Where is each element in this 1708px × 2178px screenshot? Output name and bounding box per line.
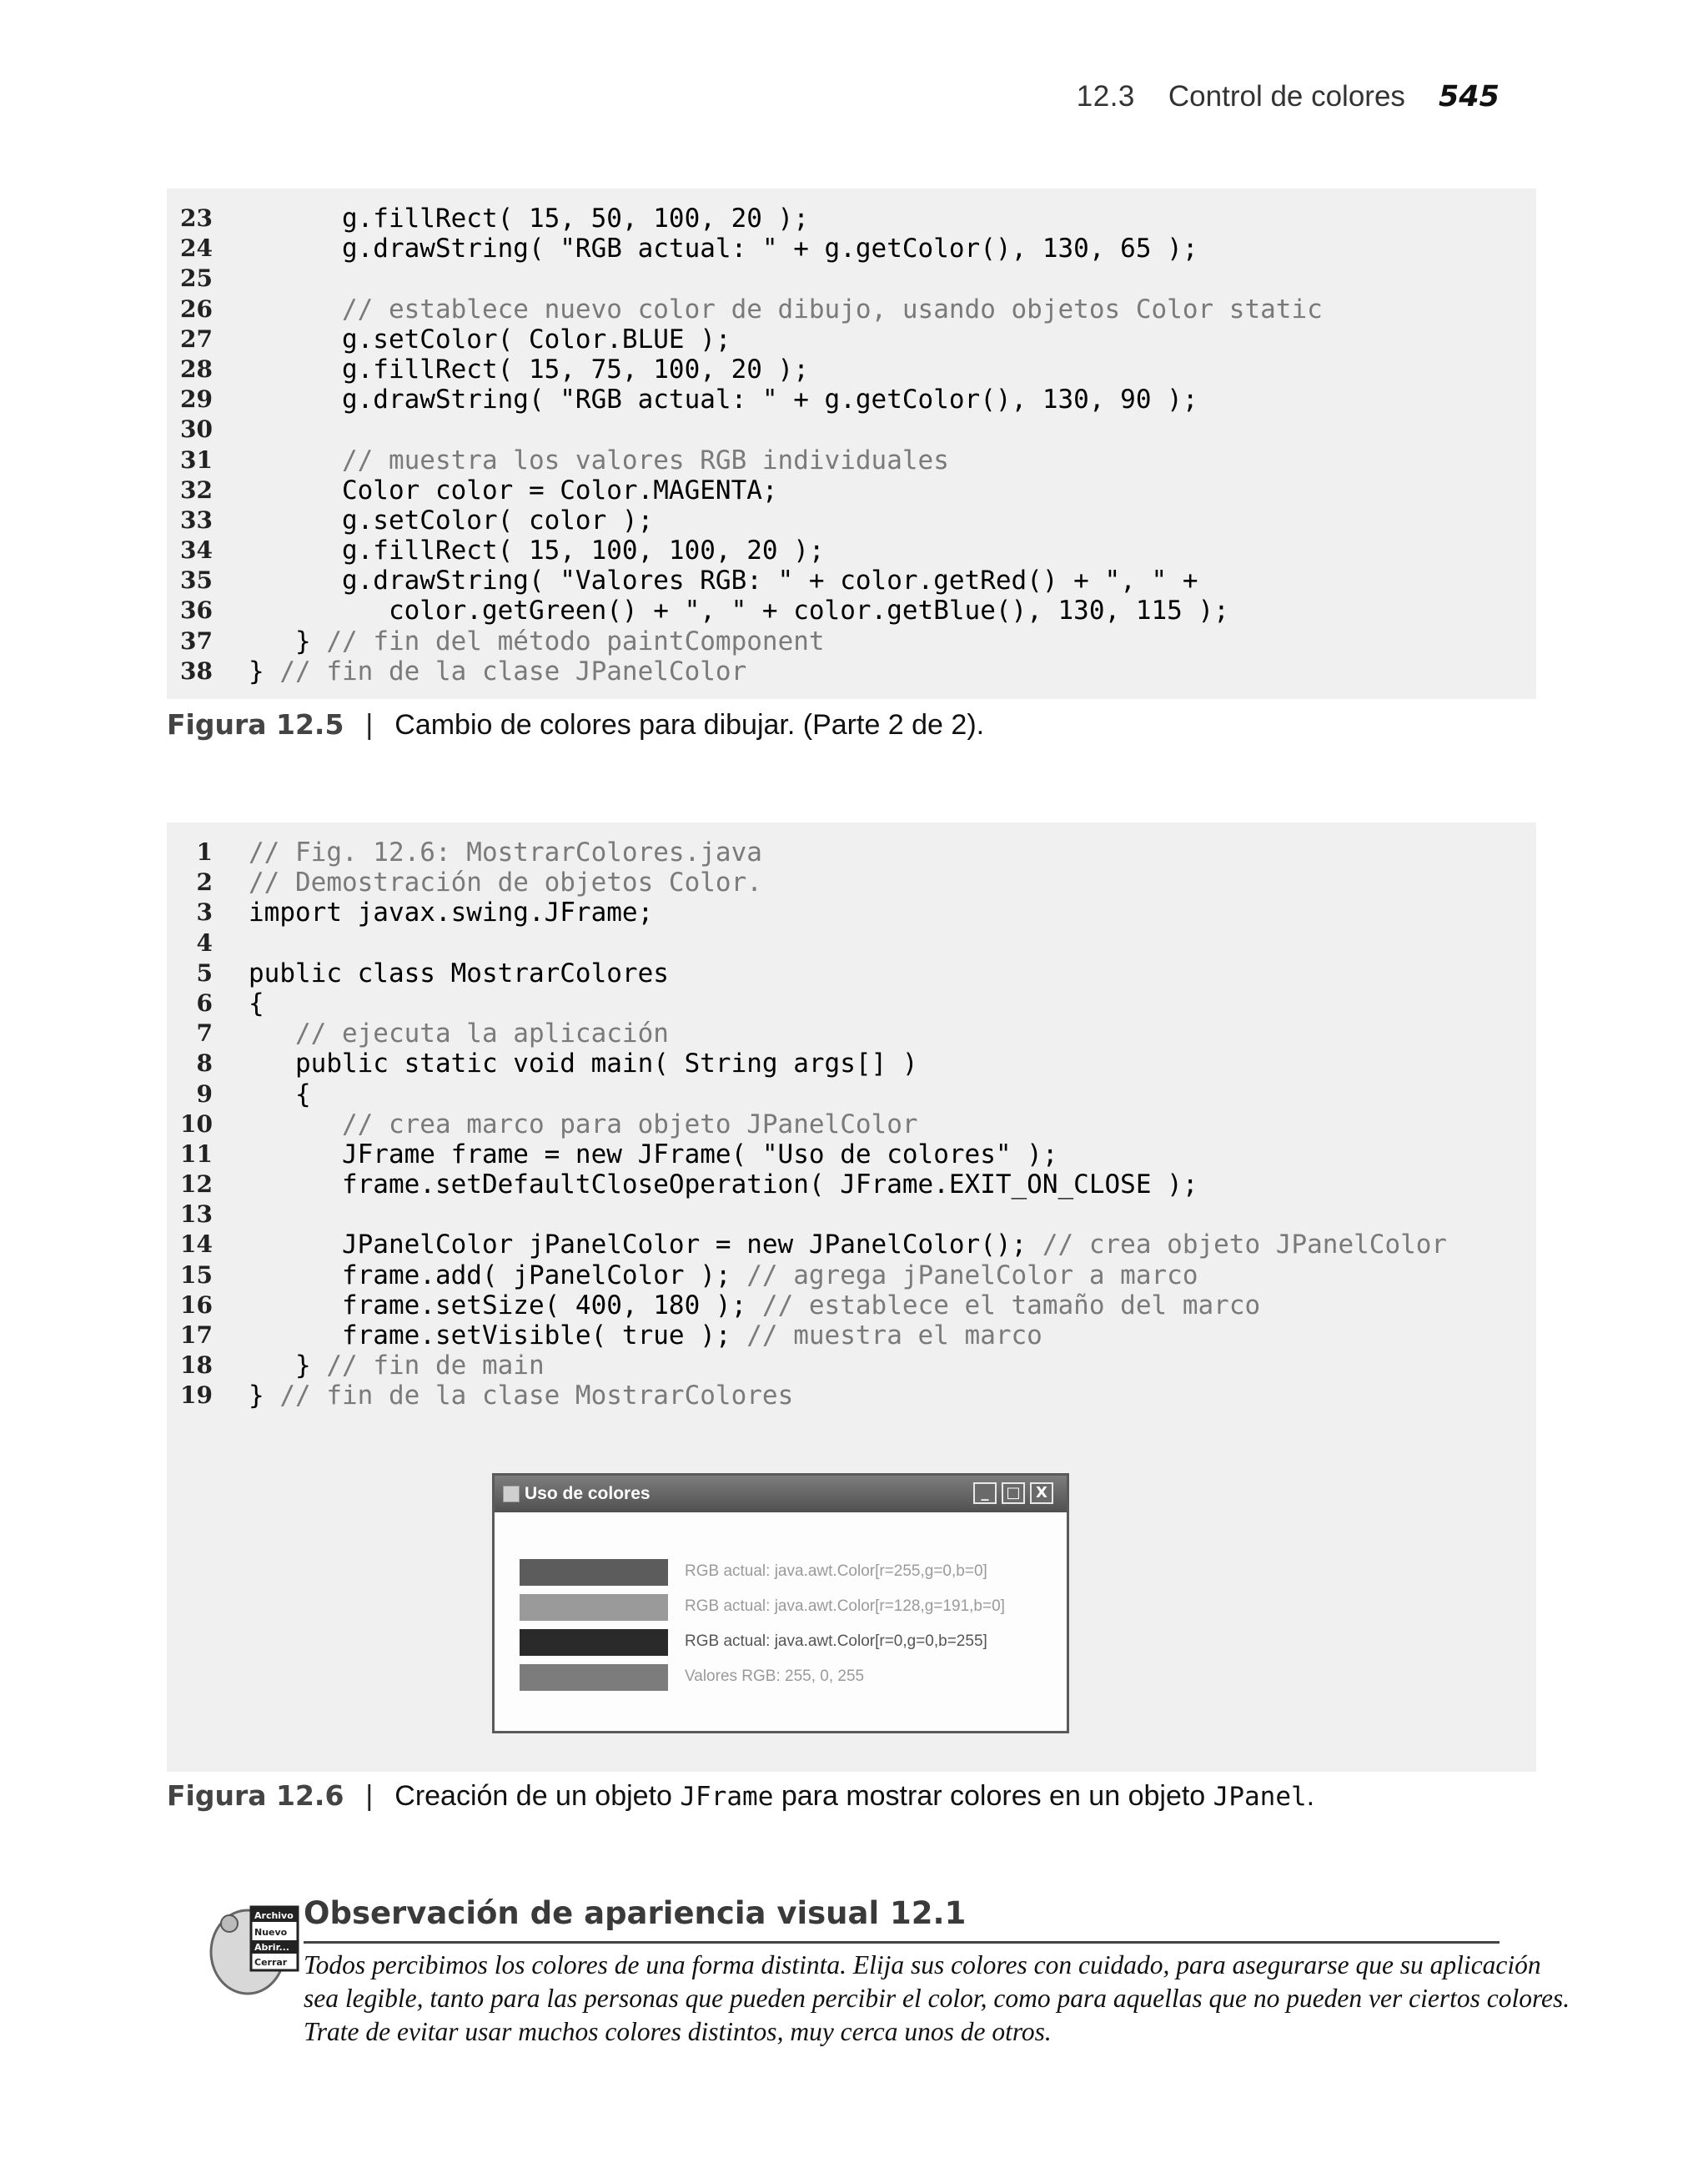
- caption-text: Cambio de colores para dibujar. (Parte 2 de 2).: [394, 709, 985, 741]
- code-text: [249, 1019, 669, 1049]
- line-number: 15: [180, 1260, 213, 1289]
- code-text: [249, 626, 825, 656]
- code-line: [167, 204, 1536, 234]
- line-number: 8: [196, 1049, 213, 1078]
- color-bar-3: [520, 1629, 668, 1656]
- code-comment: // fin de la clase MostrarColores: [279, 1381, 794, 1411]
- code-line: [167, 928, 1536, 958]
- line-number: 32: [180, 475, 213, 504]
- code-text: [249, 988, 264, 1019]
- code-line: [167, 1079, 1536, 1109]
- figure-caption-12-6: [167, 1779, 1314, 1813]
- menu-file-icon: [204, 1900, 304, 2000]
- code-text: [249, 1230, 1447, 1260]
- code-line: [167, 898, 1536, 928]
- code-text: [249, 1079, 311, 1109]
- code-text: [249, 475, 778, 506]
- figure-label: Figura 12.6: [167, 1779, 344, 1812]
- code-listing-part-2: [167, 189, 1536, 699]
- code-text: [249, 204, 809, 234]
- code-segment: color.getGreen() + ", " + color.getBlue(), 130, 115 );: [249, 596, 1229, 626]
- tip-line: sea legible, tanto para las personas que pueden percibir el color, como para aquellas que no pueden ver ciertos colores.: [304, 1984, 1570, 2013]
- code-segment: g.fillRect( 15, 75, 100, 20 );: [249, 354, 809, 385]
- code-comment: // establece el tamaño del marco: [761, 1290, 1261, 1320]
- code-text: [249, 1260, 1198, 1290]
- tip-divider: [304, 1941, 1500, 1944]
- line-number: 14: [180, 1230, 213, 1259]
- code-line: [167, 1200, 1536, 1230]
- code-text: [249, 837, 762, 868]
- code-line: [167, 355, 1536, 385]
- icon-menu-archivo: Archivo: [254, 1910, 294, 1921]
- line-number: 10: [180, 1109, 213, 1138]
- line-number: 34: [180, 536, 213, 565]
- figure-label: Figura 12.5: [167, 708, 344, 741]
- color-bar-4: [520, 1664, 668, 1691]
- line-number: 19: [180, 1381, 213, 1410]
- line-number: 1: [196, 838, 213, 866]
- code-segment: g.drawString( "RGB actual: " + g.getColor(), 130, 65 );: [249, 234, 1198, 264]
- caption-text-1: Creación de un objeto: [394, 1780, 681, 1812]
- code-line: [167, 1381, 1536, 1411]
- tip-body: [304, 1949, 1570, 2049]
- code-segment: g.fillRect( 15, 100, 100, 20 );: [249, 536, 825, 566]
- code-text: [249, 1320, 1042, 1351]
- app-window-screenshot: [492, 1473, 1069, 1733]
- line-number: 7: [196, 1019, 213, 1048]
- figure-caption-12-5: [167, 708, 984, 742]
- code-segment: g.drawString( "Valores RGB: " + color.getRed() + ", " +: [249, 566, 1198, 596]
- page-number: 545: [1438, 80, 1500, 113]
- line-number: 2: [196, 868, 213, 897]
- line-number: 29: [180, 385, 213, 414]
- code-line: [167, 234, 1536, 264]
- code-line: [167, 1019, 1536, 1049]
- code-segment: public class MostrarColores: [249, 958, 669, 988]
- code-segment: }: [249, 1351, 327, 1381]
- code-line: [167, 958, 1536, 988]
- code-text: [249, 1109, 918, 1139]
- code-text: [249, 596, 1229, 626]
- icon-menu-cerrar: Cerrar: [254, 1957, 288, 1968]
- code-segment: {: [249, 988, 264, 1019]
- caption-separator: |: [365, 1780, 374, 1812]
- code-text: [249, 536, 825, 566]
- code-segment: frame.setVisible( true );: [249, 1320, 747, 1351]
- line-number: 5: [196, 958, 213, 987]
- code-listing-mostrarcolores: [167, 822, 1536, 1772]
- tip-title: Observación de apariencia visual 12.1: [304, 1895, 967, 1931]
- code-line: [167, 837, 1536, 868]
- code-line: [167, 324, 1536, 355]
- code-text: [249, 656, 746, 687]
- code-segment: {: [249, 1079, 311, 1109]
- caption-text-3: .: [1306, 1780, 1315, 1812]
- code-line: [167, 1049, 1536, 1079]
- code-line: [167, 1260, 1536, 1290]
- tip-line: Todos percibimos los colores de una forma distinta. Elija sus colores con cuidado, para asegurarse que su aplicación: [304, 1950, 1541, 1979]
- code-line: [167, 1169, 1536, 1200]
- code-segment: }: [249, 1381, 280, 1411]
- minimize-icon[interactable]: _: [973, 1482, 997, 1504]
- code-segment: frame.add( jPanelColor );: [249, 1260, 747, 1290]
- code-line: [167, 506, 1536, 536]
- code-segment: g.setColor( color );: [249, 505, 654, 536]
- code-line: [167, 1230, 1536, 1260]
- code-line: [167, 475, 1536, 506]
- code-comment: // fin de main: [326, 1351, 545, 1381]
- line-number: 4: [196, 928, 213, 957]
- line-number: 31: [180, 445, 213, 474]
- code-comment: // Fig. 12.6: MostrarColores.java: [249, 837, 762, 868]
- window-title: Uso de colores: [525, 1484, 651, 1503]
- code-segment: JPanelColor jPanelColor = new JPanelColor();: [249, 1230, 1042, 1260]
- code-text: [249, 566, 1198, 596]
- caption-separator: |: [365, 709, 374, 741]
- caption-code-jpanel: JPanel: [1213, 1782, 1307, 1812]
- code-comment: // muestra el marco: [746, 1320, 1042, 1351]
- code-line: [167, 1351, 1536, 1381]
- code-comment: // fin de la clase JPanelColor: [279, 656, 747, 687]
- line-number: 28: [180, 355, 213, 383]
- section-number: 12.3: [1076, 80, 1135, 113]
- code-comment: // muestra los valores RGB individuales: [249, 445, 949, 475]
- line-number: 38: [180, 656, 213, 685]
- code-text: [249, 506, 653, 536]
- code-comment: // ejecuta la aplicación: [249, 1019, 669, 1049]
- line-number: 3: [196, 898, 213, 927]
- line-number: 36: [180, 596, 213, 625]
- code-line: [167, 1290, 1536, 1320]
- code-line: [167, 264, 1536, 294]
- color-bar-1: [520, 1559, 668, 1586]
- code-line: [167, 1139, 1536, 1169]
- page-header: [1077, 80, 1500, 113]
- line-number: 35: [180, 566, 213, 595]
- code-segment: import javax.swing.JFrame;: [249, 898, 654, 928]
- code-line: [167, 626, 1536, 656]
- code-text: [249, 1351, 545, 1381]
- code-text: [249, 958, 669, 988]
- line-number: 30: [180, 415, 213, 444]
- code-comment: // agrega jPanelColor a marco: [746, 1260, 1198, 1290]
- code-line: [167, 385, 1536, 415]
- section-title: Control de colores: [1168, 80, 1405, 113]
- code-line: [167, 566, 1536, 596]
- code-line: [167, 294, 1536, 324]
- code-comment: // establece nuevo color de dibujo, usando objetos Color static: [249, 294, 1323, 324]
- line-number: 27: [180, 324, 213, 353]
- code-line: [167, 1109, 1536, 1139]
- icon-menu-nuevo: Nuevo: [254, 1927, 288, 1938]
- code-line: [167, 415, 1536, 445]
- maximize-icon[interactable]: □: [1002, 1482, 1025, 1504]
- code-segment: Color color = Color.MAGENTA;: [249, 475, 778, 506]
- code-line: [167, 596, 1536, 626]
- line-number: 9: [196, 1079, 213, 1108]
- code-text: [249, 294, 1323, 324]
- code-segment: JFrame frame = new JFrame( "Uso de colores" );: [249, 1139, 1058, 1169]
- line-number: 11: [180, 1139, 213, 1168]
- line-number: 18: [180, 1351, 213, 1380]
- code-text: [249, 234, 1198, 264]
- code-line: [167, 656, 1536, 687]
- caption-text-2: para mostrar colores en un objeto: [773, 1780, 1213, 1812]
- code-text: [249, 355, 809, 385]
- line-number: 24: [180, 234, 213, 263]
- code-text: [249, 1381, 793, 1411]
- code-line: [167, 1320, 1536, 1351]
- line-number: 17: [180, 1321, 213, 1349]
- rgb-text-3: RGB actual: java.awt.Color[r=0,g=0,b=255]: [685, 1632, 987, 1650]
- code-comment: // Demostración de objetos Color.: [249, 868, 762, 898]
- line-number: 25: [180, 264, 213, 293]
- code-comment: // fin del método paintComponent: [326, 626, 825, 656]
- code-text: [249, 1290, 1260, 1320]
- code-text: [249, 898, 653, 928]
- code-comment: // crea marco para objeto JPanelColor: [249, 1109, 918, 1139]
- jpanel-content: [495, 1512, 1067, 1731]
- line-number: 16: [180, 1290, 213, 1319]
- code-segment: frame.setDefaultCloseOperation( JFrame.EXIT_ON_CLOSE );: [249, 1169, 1198, 1200]
- rgb-text-1: RGB actual: java.awt.Color[r=255,g=0,b=0]: [685, 1562, 987, 1580]
- code-segment: frame.setSize( 400, 180 );: [249, 1290, 762, 1320]
- close-icon[interactable]: X: [1030, 1482, 1053, 1504]
- code-line: [167, 536, 1536, 566]
- window-titlebar: [495, 1476, 1067, 1512]
- caption-code-jframe: JFrame: [680, 1782, 774, 1812]
- color-bar-2: [520, 1594, 668, 1621]
- line-number: 12: [180, 1170, 213, 1199]
- code-segment: g.drawString( "RGB actual: " + g.getColor(), 130, 90 );: [249, 385, 1198, 415]
- line-number: 6: [196, 988, 213, 1017]
- tip-line: Trate de evitar usar muchos colores distintos, muy cerca unos de otros.: [304, 2017, 1052, 2046]
- code-text: [249, 445, 949, 475]
- code-text: [249, 868, 762, 898]
- line-number: 13: [180, 1200, 213, 1229]
- java-app-icon: [503, 1486, 520, 1502]
- code-text: [249, 1139, 1058, 1169]
- code-line: [167, 868, 1536, 898]
- line-number: 26: [180, 294, 213, 323]
- code-segment: g.fillRect( 15, 50, 100, 20 );: [249, 204, 809, 234]
- rgb-text-2: RGB actual: java.awt.Color[r=128,g=191,b=0]: [685, 1597, 1005, 1615]
- code-text: [249, 324, 731, 355]
- code-line: [167, 988, 1536, 1019]
- code-segment: g.setColor( Color.BLUE );: [249, 324, 731, 355]
- code-segment: }: [249, 626, 327, 656]
- code-segment: }: [249, 656, 280, 687]
- code-text: [249, 1049, 918, 1079]
- rgb-text-4: Valores RGB: 255, 0, 255: [685, 1667, 865, 1685]
- line-number: 37: [180, 626, 213, 655]
- code-text: [249, 385, 1198, 415]
- code-comment: // crea objeto JPanelColor: [1042, 1230, 1448, 1260]
- line-number: 23: [180, 204, 213, 232]
- code-segment: public static void main( String args[] ): [249, 1049, 918, 1079]
- code-text: [249, 1169, 1198, 1200]
- code-line: [167, 445, 1536, 475]
- icon-menu-abrir: Abrir...: [254, 1942, 289, 1953]
- line-number: 33: [180, 506, 213, 534]
